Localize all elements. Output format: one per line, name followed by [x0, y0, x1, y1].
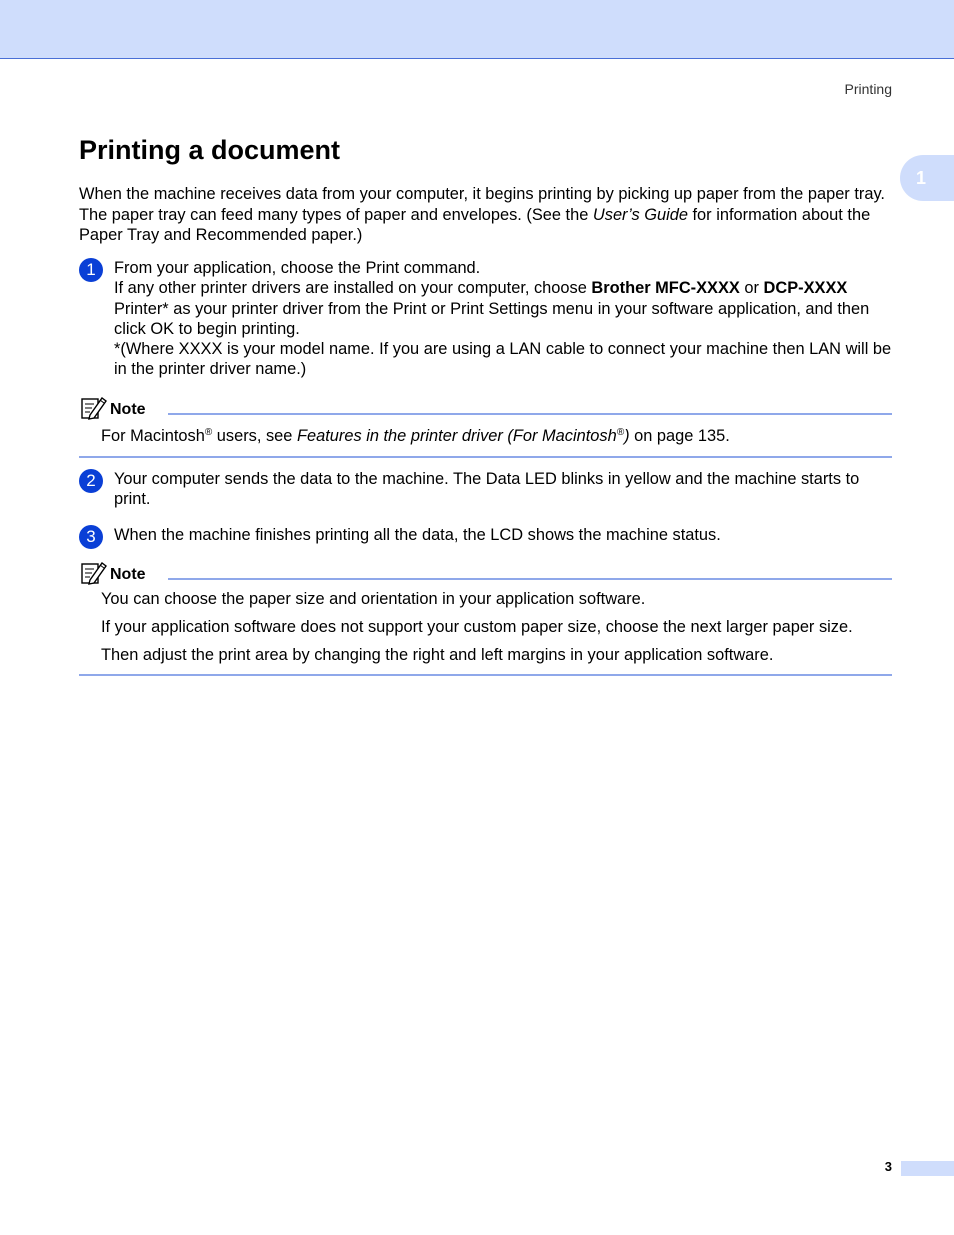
pencil-note-icon [81, 396, 107, 420]
page-title: Printing a document [79, 135, 341, 165]
note-2-label: Note [110, 566, 146, 583]
note-1-label: Note [110, 401, 146, 418]
note-2-line-1: You can choose the paper size and orientation in your application software. [101, 590, 646, 608]
step-number-3: 3 [79, 525, 103, 549]
step-3 [79, 525, 894, 545]
note-1 [79, 396, 892, 458]
mac-driver-reference [297, 427, 630, 445]
note-1-body [79, 420, 892, 446]
note-1-header [79, 396, 892, 420]
users-guide-reference: User’s Guide [592, 205, 688, 224]
note-2-header [79, 561, 892, 585]
intro-paragraph [79, 184, 894, 246]
step-2-body [114, 469, 894, 510]
step-2 [79, 469, 894, 510]
chapter-tab [900, 155, 954, 201]
step-1-text-a: If any other printer drivers are installed on your computer, choose [114, 279, 592, 298]
step-number-1: 1 [79, 258, 103, 282]
intro-text-2: for information about the Paper Tray and Recommended paper.) [79, 205, 871, 244]
note-2-body [79, 585, 892, 665]
step-number-2: 2 [79, 469, 103, 493]
step-2-text: Your computer sends the data to the machine. The Data LED blinks in yellow and the machine starts to print. [114, 470, 860, 509]
brand-dcp: DCP-XXXX [763, 279, 848, 298]
note-2-line-2: If your application software does not support your custom paper size, choose the next larger paper size. [101, 618, 853, 636]
step-3-body [114, 525, 894, 545]
note-1-text-a: For Macintosh [101, 427, 205, 445]
header-band [0, 0, 954, 59]
step-1-text-b: Printer* as your printer driver from the Print or Print Settings menu in your software application, and then click OK to begin printing. [114, 299, 870, 338]
step-1-or: or [739, 279, 764, 298]
page-number: 3 [884, 1159, 892, 1174]
mac-driver-ref-close: ) [624, 427, 630, 445]
registered-mark: ® [204, 427, 213, 438]
brand-mfc: Brother MFC-XXXX [591, 279, 740, 298]
running-head: Printing [844, 81, 892, 97]
intro-text-1: When the machine receives data from your computer, it begins printing by picking up paper from the paper tray. The paper tray can feed many types of paper and envelopes. (See the [79, 185, 885, 224]
note-2-rule [168, 578, 892, 580]
step-1-line-3: *(Where XXXX is your model name. If you are using a LAN cable to connect your machine then LAN will be in the printer driver name.) [114, 340, 892, 379]
step-1-body [114, 258, 894, 380]
step-3-text: When the machine finishes printing all the data, the LCD shows the machine status. [114, 526, 721, 544]
footer-tab [901, 1161, 954, 1176]
chapter-number: 1 [916, 167, 927, 188]
note-1-text [101, 426, 892, 446]
registered-mark-2: ® [616, 427, 625, 438]
pencil-note-icon [81, 561, 107, 585]
step-1-line-1: From your application, choose the Print command. [114, 259, 481, 277]
note-1-rule [168, 413, 892, 415]
step-1-line-2 [114, 278, 894, 339]
step-1 [79, 258, 894, 380]
note-2 [79, 561, 892, 676]
note-2-line-3: Then adjust the print area by changing the right and left margins in your application software. [101, 646, 774, 664]
mac-driver-ref-text: Features in the printer driver (For Macintosh [296, 427, 617, 445]
note-1-text-b: users, see [212, 427, 297, 445]
note-1-text-c: on page 135. [629, 427, 730, 445]
